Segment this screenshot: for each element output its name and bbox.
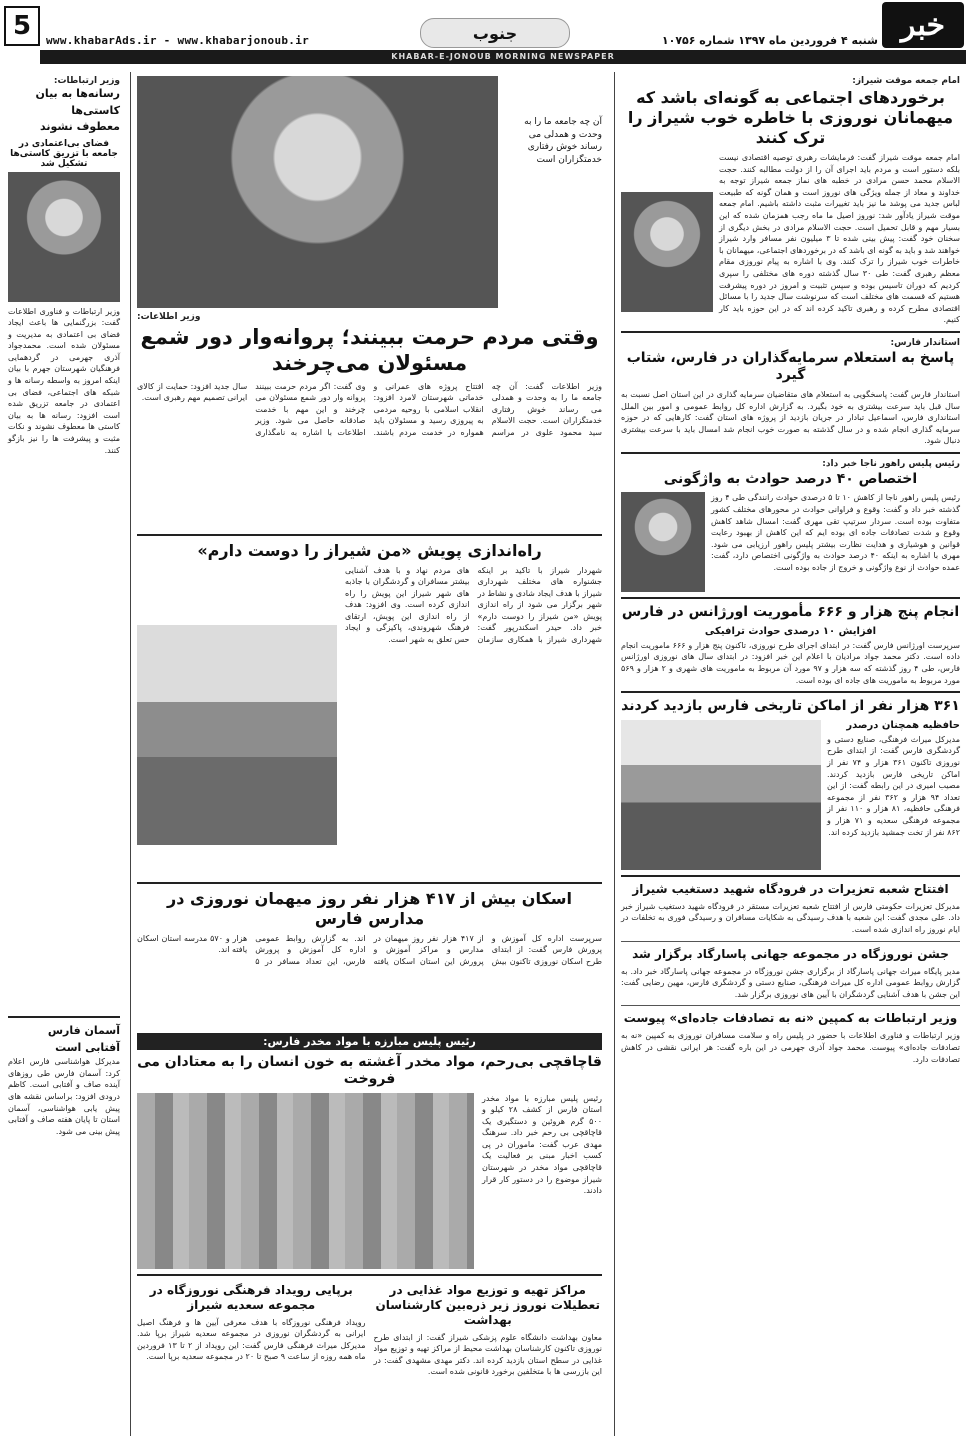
sidebar-title-line: آسمان فارس xyxy=(47,1024,120,1038)
right-column xyxy=(614,72,966,1436)
story-body: سرپرست اداره کل آموزش و پرورش فارس گفت: از ابتدای طرح اسکان نوروزی تاکنون بیش از ۴۱۷ هزار نفر روز میهمان در مدارس و مراکز آموزش و پرورش این استان اسکان یافته اند. به گزارش روابط عمومی اداره کل آموزش و پرورش فارس، این تعداد مسافر در ۵ هزار و ۵۷۰ مدرسه استان اسکان یافته اند. xyxy=(137,933,602,966)
story-headline: اختصاص ۴۰ درصد حوادث به واژگونی xyxy=(663,470,918,487)
story-body: رئیس پلیس مبارزه با مواد مخدر استان فارس از کشف ۲۸ کیلو و ۵۰۰ گرم هروئین و دستگیری یک قاچاقچی بی رحم خبر داد. سرهنگ مهدی عرب گفت: ماموران در پی کسب اخبار مبنی بر فعالیت یک قاچاقچی مواد مخدر در شهرستان شیراز موضوع را در دستور کار قرار دادند. xyxy=(482,1093,603,1196)
left-column xyxy=(4,72,124,1436)
cleric-portrait-photo xyxy=(621,192,713,312)
story-body: سرپرست اورژانس فارس گفت: در ابتدای اجرای طرح نوروزی، تاکنون پنج هزار و ۶۶۶ ماموریت انجام داده است. دکتر محمد جواد مرادیان با اعلام این خبر افزود: در ابتدای سال های نوروزی اورژانس فارس، طی ۴ روز گذشته که سه هزار و ۹۷ مورد آن مربوط به ماموریت های شهری و ۲ هزار و ۵۶۹ مورد مربوط به ماموریت های جاده ای بوده است. xyxy=(621,640,961,685)
story-headline: اسکان بیش از ۴۱۷ هزار نفر روز میهمان نوروزی در مدارس فارس xyxy=(167,888,572,928)
site-url[interactable]: www.khabarAds.ir - www.khabarjonoub.ir xyxy=(46,34,310,47)
story-body: استاندار فارس گفت: پاسخگویی به استعلام های متقاضیان سرمایه گذاری در این استان اصل نسبت به سال قبل باید سرعت بیشتری به خود بگیرد. به گزارش اداره کل روابط عمومی و امور بین الملل استانداری فارس، اسماعیل تبادار در جریان بازدید از پروژه های استان گفت: کارهایی که در حوزه سرمایه گذاری انجام شده و در سال گذشته به صورت خوب انجام شد امسال باید با سرعت بیشتری دنبال شود. xyxy=(621,389,960,446)
story-headline: جشن نوروزگاه در مجموعه جهانی پاسارگاد برگزار شد xyxy=(632,946,949,961)
story-headline: مراکز تهیه و توزیع مواد غذایی در تعطیلات نوروز زیر ذره‌بین کارشناسان بهداشت xyxy=(375,1282,600,1327)
story-pouyesh xyxy=(137,541,602,877)
seized-drugs-photo xyxy=(137,1093,474,1269)
story-subhead: افزایش ۱۰ درصدی حوادث ترافیکی xyxy=(704,625,877,637)
section-tab: جنوب xyxy=(420,18,570,48)
divider xyxy=(137,1274,602,1276)
shiraz-crowd-photo xyxy=(137,625,337,845)
story-saadi xyxy=(137,1281,366,1378)
story-body: امام جمعه موقت شیراز گفت: فرمایشات رهبری توصیه اقتصادی نیست بلکه دستور است و مردم باید اجرای آن را از دولت مطالبه کنند. حجت الاسلام محمد حسن مرادی در خطبه های نماز جمعه شیراز توجه به خداوند و معاد از جمله ویژگی های نوروز است و همان گونه که طبیعت لباس جدید می پوشد ما نیز باید تغییرات مثبت داشته باشیم. امام جمعه موقت شیراز یادآور شد: نوروز اصیل ما ماه رجب همزمان شده که این بسیار مهم و قابل تحمیل است. حجت الاسلام مرادی در بخش دیگری از سخنان خود گفت: پیش بینی شده تا ۳ میلیون نفر مسافر وارد شیراز خواهند شد و باید به گونه ای باشد که در برخوردهای اجتماعی، میهمانان با خاطرات خوب شیراز را ترک کنند. وی با اشاره به پیام نوروزی مقام معظم رهبری گفت: طی ۳۰ سال گذشته دوره های مختلفی را سپری کردیم که دوران تاسیس بوده و سپس تثبیت و امروز در دوره پیشرفت هستیم که قسمت های مختلف است که سرنوشت سال جدید را با مسائل اقتصادی مطرح کرده و رهبری تاکید کرده اند که در این حوزه باید کار کنیم. xyxy=(719,153,960,325)
story-kicker: استاندار فارس: xyxy=(890,337,960,348)
story-body: مدیرکل تعزیرات حکومتی فارس از افتتاح شعبه تعزیرات مستقر در فرودگاه شهید دستغیب شیراز خبر داد. علی مجدی گفت: این شعبه با هدف رسیدگی به شکایات مسافران و رسیدگی فوری به تخلفات در ایام نوروز راه اندازی شده است. xyxy=(621,901,960,934)
story-police xyxy=(621,459,960,593)
story-headline: وزیر ارتباطات به کمپین «نه به تصادفات جاده‌ای» پیوست xyxy=(623,1011,958,1026)
divider xyxy=(621,452,960,454)
divider xyxy=(621,691,960,693)
story-headline: برخوردهای اجتماعی به گونه‌ای باشد که میهمانان نوروزی با خاطره خوب شیراز را ترک کنند xyxy=(627,88,954,147)
story-airport xyxy=(621,882,960,936)
police-chief-photo xyxy=(621,492,705,592)
divider xyxy=(137,534,602,536)
story-historic-sites xyxy=(621,698,960,870)
divider xyxy=(621,1005,960,1006)
story-health xyxy=(374,1281,603,1378)
date-line: شنبه ۴ فروردین ماه ۱۳۹۷ شماره ۱۰۷۵۶ xyxy=(661,34,878,47)
story-kicker: وزیر اطلاعات: xyxy=(137,312,201,322)
minister-portrait-photo xyxy=(8,172,120,302)
story-headline: قاچاقچی بی‌رحم، مواد مخدر آغشته به خون انسان را به معتادان می فروخت xyxy=(137,1053,602,1087)
sidebar-body: مدیرکل هواشناسی فارس اعلام کرد: آسمان فارس طی روزهای آینده صاف و آفتابی است. کاظم درودی افزود: براساس نقشه های پیش یابی هواشناسی، آسمان استان تا پایان هفته صاف و آفتابی پیش بینی می شود. xyxy=(8,1057,120,1136)
sidebar-kicker: وزیر ارتباطات: xyxy=(53,76,120,86)
newspaper-logo: خبر xyxy=(882,2,964,48)
story-body: وزیر ارتباطات و فناوری اطلاعات با حضور در پلیس راه و سلامت مسافران نوروزی به کمپین «نه به تصادفات جاده‌ای» پیوست. محمد جواد آذری جهرمی در این باره گفت: هر ایرانی نقشی در کاهش تصادفات دارد. xyxy=(621,1031,960,1064)
sidebar-minister xyxy=(8,76,120,456)
story-body: رئیس پلیس راهور ناجا از کاهش ۱۰ تا ۵ درصدی حوادث رانندگی طی ۴ روز گذشته خبر داد و گفت: وقوع و فراوانی حوادث در محورهای مختلف کشور متفاوت بوده است. سردار سرتیپ تقی مهری گفت: امسال شاهد کاهش وقوع و شدت تصادفات جاده ای بوده ایم که این کاهش از بهبود رعایت قوانین و هوشیاری و هدایت نظارت بیشتر پلیس راهور ارزیابی می شود. مهری با اشاره به اینکه ۴۰ درصد حوادث به واژگونی اختصاص دارد، گفت: عمده حوادث از نوع واژگونی و خروج از جاده بوده است. xyxy=(711,493,961,572)
divider xyxy=(621,875,960,877)
story-body: وزیر اطلاعات گفت: آن چه جامعه ما را به وحدت و همدلی می رساند خوش رفتاری خدمتگزاران است. حجت الاسلام سید محمود علوی در مراسم افتتاح پروژه های عمرانی و خدماتی شهرستان لامرد افزود: انقلاب اسلامی با روحیه مردمی به پیروزی رسید و مسئولان باید همواره در خدمت مردم باشند. وی گفت: اگر مردم حرمت ببینند پروانه وار دور شمع مسئولان می چرخند و این مهم با خدمت صادقانه حاصل می شود. وزیر اطلاعات با اشاره به نامگذاری سال جدید افزود: حمایت از کالای ایرانی تصمیم مهم رهبری است. xyxy=(137,381,602,437)
story-drugs xyxy=(137,1054,602,1269)
divider xyxy=(8,1016,120,1018)
story-headline: راه‌اندازی پویش «من شیراز را دوست دارم» xyxy=(197,540,542,560)
story-body: مدیرکل میراث فرهنگی، صنایع دستی و گردشگری فارس گفت: از ابتدای طرح نوروزی تاکنون ۳۶۱ هزار و ۷۴ نفر از اماکن تاریخی فارس بازدید کردند. مصیب امیری در این رابطه گفت: از این تعداد ۹۴ هزار و ۳۶۲ نفر از مجموعه فرهنگی حافظیه، ۸۱ هزار و ۱۱۰ نفر از مجموعه فرهنگی سعدیه و ۷۱ هزار و ۸۶۲ نفر از تخت جمشید بازدید کرده اند. xyxy=(827,734,960,837)
story-emergency xyxy=(621,604,960,686)
sidebar-title-line: کاستی‌ها xyxy=(71,103,120,117)
divider xyxy=(137,882,602,884)
story-body: مدیر پایگاه میراث جهانی پاسارگاد از برگزاری جشن نوروزگاه در مجموعه جهانی پاسارگاد خبر داد. به گزارش روابط عمومی اداره کل میراث فرهنگی، صنایع دستی و گردشگری فارس، مهین رضایی گفت: این جشن با هدف آشنایی گردشگران با آیین های نوروزی برگزار شد. xyxy=(621,966,960,999)
hafezieh-garden-photo xyxy=(621,720,821,870)
sidebar-title-line: رسانه‌ها به بیان xyxy=(35,87,120,100)
story-minister-campaign xyxy=(621,1011,960,1065)
minister-photo xyxy=(137,76,498,308)
story-headline: پاسخ به استعلام سرمایه‌گذاران در فارس، شتاب گیرد xyxy=(626,349,955,384)
story-pasargad xyxy=(621,947,960,1001)
story-headline: وقتی مردم حرمت ببینند؛ پروانه‌وار دور شمع مسئولان می‌چرخند xyxy=(140,325,599,376)
story-governor xyxy=(621,338,960,447)
story-kicker-bar: رئیس پلیس مبارزه با مواد مخدر فارس: xyxy=(137,1033,602,1050)
tagline-bar: KHABAR-E-JONOUB MORNING NEWSPAPER xyxy=(40,50,966,64)
sidebar-subhead: فضای بی‌اعتمادی در جامعه با تزریق کاستی‌ها تشکیل شد xyxy=(10,138,118,169)
story-headline: افتتاح شعبه تعزیرات در فرودگاه شهید دستغیب شیراز xyxy=(632,881,949,896)
story-body: شهردار شیراز با تاکید بر اینکه جشنواره های مختلف شهرداری شیراز با هدف ایجاد شادی و نشاط در شهر برگزار می شود از راه اندازی پویش «من شیراز را دوست دارم» خبر داد. حیدر اسکندرپور گفت: شهرداری شیراز با همکاری سازمان های مردم نهاد و با هدف آشنایی بیشتر مسافران و گردشگران با جاذبه های شهر شیراز این پویش را راه اندازی کرده است. وی افزود: هدف از راه اندازی این پویش، ارتقای فرهنگ شهروندی، پاکیزگی و ایجاد حس تعلق به شهر است. xyxy=(345,565,602,645)
sidebar-body: وزیر ارتباطات و فناوری اطلاعات گفت: بزرگنمایی ها باعث ایجاد فضای بی اعتمادی به مدیریت و مسئولان شده است. محمدجواد آذری جهرمی در گردهمایی فرهنگیان شهرستان جهرم با بیان اینکه امروز به واسطه رسانه ها و شبکه های اجتماعی، فضای بی اعتمادی در جامعه تزریق شده است افزود: رسانه ها به بیان کاستی ها معطوف نشوند و نکات مثبت و پیشرفت ها را نیز بازگو کنند. xyxy=(8,306,120,455)
lead-story xyxy=(137,76,602,529)
story-headline: برپایی رویداد فرهنگی نوروزگاه در مجموعه سعدیه شیراز xyxy=(149,1282,353,1312)
story-eskan xyxy=(137,889,602,1029)
photo-caption: حافظیه همچنان درصدر xyxy=(846,719,960,731)
page-number: 5 xyxy=(4,6,40,46)
story-headline: انجام پنج هزار و ۶۶۶ مأموریت اورژانس در فارس xyxy=(621,604,960,621)
bottom-stories xyxy=(137,1281,602,1378)
divider xyxy=(621,331,960,333)
divider xyxy=(621,597,960,599)
story-body: رویداد فرهنگی نوروزگاه با هدف معرفی آیین ها و فرهنگ اصیل ایرانی به گردشگران نوروزی در مجموعه سعدیه شیراز برپا شد. مدیرکل میراث فرهنگی فارس گفت: این رویداد از ۲ تا ۱۳ فروردین ماه همه روزه از ساعت ۹ صبح تا ۲۰ در مجموعه سعدیه برپا است. xyxy=(137,1317,366,1362)
sidebar-title-line: آفتابی است xyxy=(55,1040,120,1054)
sidebar-title-line: معطوف نشوند xyxy=(40,120,120,133)
story-kicker: امام جمعه موقت شیراز: xyxy=(852,76,960,86)
sidebar-weather xyxy=(8,1023,120,1137)
story-kicker: رئیس پلیس راهور ناجا خبر داد: xyxy=(822,458,960,469)
divider xyxy=(621,941,960,942)
story-imam-juma xyxy=(621,76,960,326)
pull-quote: آن چه جامعه ما را به وحدت و همدلی می رساند خوش رفتاری خدمتگزاران است xyxy=(524,117,602,165)
story-body: معاون بهداشت دانشگاه علوم پزشکی شیراز گفت: از ابتدای طرح نوروزی تاکنون کارشناسان بهداشت محیط از مراکز تهیه و توزیع مواد غذایی در سطح استان بازدید کرده اند. دکتر مهدی مشهدی گفت: در این بازرسی ها با متخلفین برخورد قانونی شده است. xyxy=(373,1332,602,1377)
masthead xyxy=(0,0,970,70)
story-headline: ۳۶۱ هزار نفر از اماکن تاریخی فارس بازدید کردند xyxy=(621,698,960,715)
middle-column xyxy=(130,72,608,1436)
